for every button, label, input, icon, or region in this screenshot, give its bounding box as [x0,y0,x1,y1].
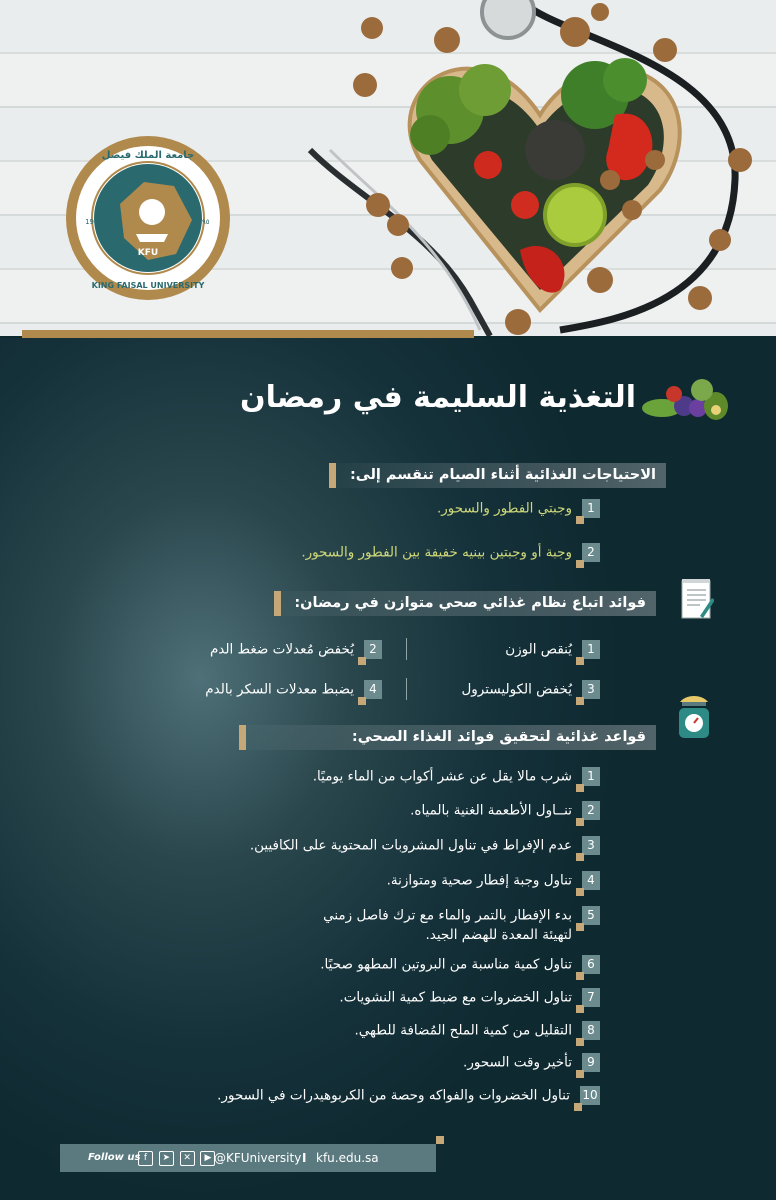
section-heading-benefits [281,591,656,616]
logo-arabic-name: جامعة الملك فيصل [101,150,195,161]
item-text: تناول وجبة إفطار صحية ومتوازنة. [386,872,572,889]
section-heading-text: قواعد غذائية لتحقيق فوائد الغذاء الصحي: [351,729,646,745]
item-number: 9 [582,1053,600,1072]
website-link[interactable]: kfu.edu.sa [316,1151,379,1165]
item-number: 2 [582,801,600,820]
item-number: 5 [582,906,600,925]
page-title: التغذية السليمة في رمضان [240,380,636,415]
footer-separator: I [302,1151,307,1165]
logo-year-hijri: ١٣٩٥ [194,218,210,226]
item-text: يضبط معدلات السكر بالدم [205,681,354,698]
item-number: 6 [582,955,600,974]
item-text: لتهيئة المعدة للهضم الجيد. [425,927,572,943]
rule-item [320,955,600,974]
item-text: تناول كمية مناسبة من البروتين المطهو صحيًا. [320,956,572,973]
rule-item [463,1053,600,1072]
column-divider [406,678,407,700]
kitchen-scale-icon [676,692,710,744]
benefit-item [205,680,382,699]
item-number: 1 [582,767,600,786]
column-divider [406,638,407,660]
benefit-item [210,640,382,659]
youtube-icon[interactable]: ▶ [200,1151,215,1166]
item-number: 2 [364,640,382,659]
item-text: وجبتي الفطور والسحور. [436,500,572,517]
item-text: تناول الخضروات مع ضبط كمية النشويات. [339,989,572,1006]
footer-accent [436,1136,444,1144]
benefit-item [461,680,600,699]
item-text: يُنقص الوزن [505,641,572,658]
logo-abbr: KFU [137,248,159,258]
logo-english-name: KING FAISAL UNIVERSITY [91,281,205,290]
facebook-icon[interactable]: f [138,1151,153,1166]
notepad-icon [680,578,714,620]
item-number: 4 [582,871,600,890]
item-number: 1 [582,499,600,518]
section-heading-text: فوائد اتباع نظام غذائي صحي متوازن في رمضان: [294,595,646,611]
item-text: يُخفض مُعدلات ضغط الدم [209,641,354,658]
benefit-item [505,640,600,659]
section-heading-needs [336,463,666,488]
item-text: تناول الخضروات والفواكه وحصة من الكربوهيدرات في السحور. [217,1087,570,1104]
item-text: وجبة أو وجبتين بينيه خفيفة بين الفطور والسحور. [301,544,572,561]
item-number: 1 [582,640,600,659]
rule-item [323,906,600,925]
item-text: شرب مالا يقل عن عشر أكواب من الماء يوميًا. [312,768,572,785]
item-text: تأخير وقت السحور. [463,1054,572,1071]
item-text: تنــاول الأطعمة الغنية بالمياه. [410,802,572,819]
item-text: يُخفض الكوليسترول [461,681,572,698]
rule-item-continued [425,927,572,943]
item-text: التقليل من كمية الملح المُضافة للطهي. [354,1022,572,1039]
item-number: 4 [364,680,382,699]
item-number: 10 [580,1086,600,1105]
heading-tab [274,591,281,616]
item-number: 8 [582,1021,600,1040]
vegetables-icon [640,376,732,422]
section-heading-rules [246,725,656,750]
item-number: 3 [582,836,600,855]
item-number: 7 [582,988,600,1007]
item-text: عدم الإفراط في تناول المشروبات المحتوية على الكافيين. [249,837,572,854]
logo-year-greg: 1975 [85,218,103,226]
section-heading-text: الاحتياجات الغذائية أثناء الصيام تنقسم إلى: [349,467,656,483]
social-footer [60,1144,436,1172]
list-item [301,543,600,562]
item-number: 2 [582,543,600,562]
heading-tab [239,725,246,750]
rule-item [355,1021,601,1040]
list-item [437,499,600,518]
rule-item [410,801,600,820]
rule-item [217,1086,600,1105]
item-number: 3 [582,680,600,699]
kfu-logo [64,134,232,302]
x-twitter-icon[interactable]: ✕ [180,1151,195,1166]
rule-item [250,836,600,855]
rule-item [387,871,600,890]
item-text: بدء الإفطار بالتمر والماء مع ترك فاصل زمني [323,907,572,924]
social-handle[interactable]: @KFUniversity [214,1151,302,1165]
heading-tab [329,463,336,488]
follow-us-label: Follow us [88,1152,141,1163]
rule-item [313,767,600,786]
telegram-icon[interactable]: ➤ [159,1151,174,1166]
rule-item [339,988,600,1007]
